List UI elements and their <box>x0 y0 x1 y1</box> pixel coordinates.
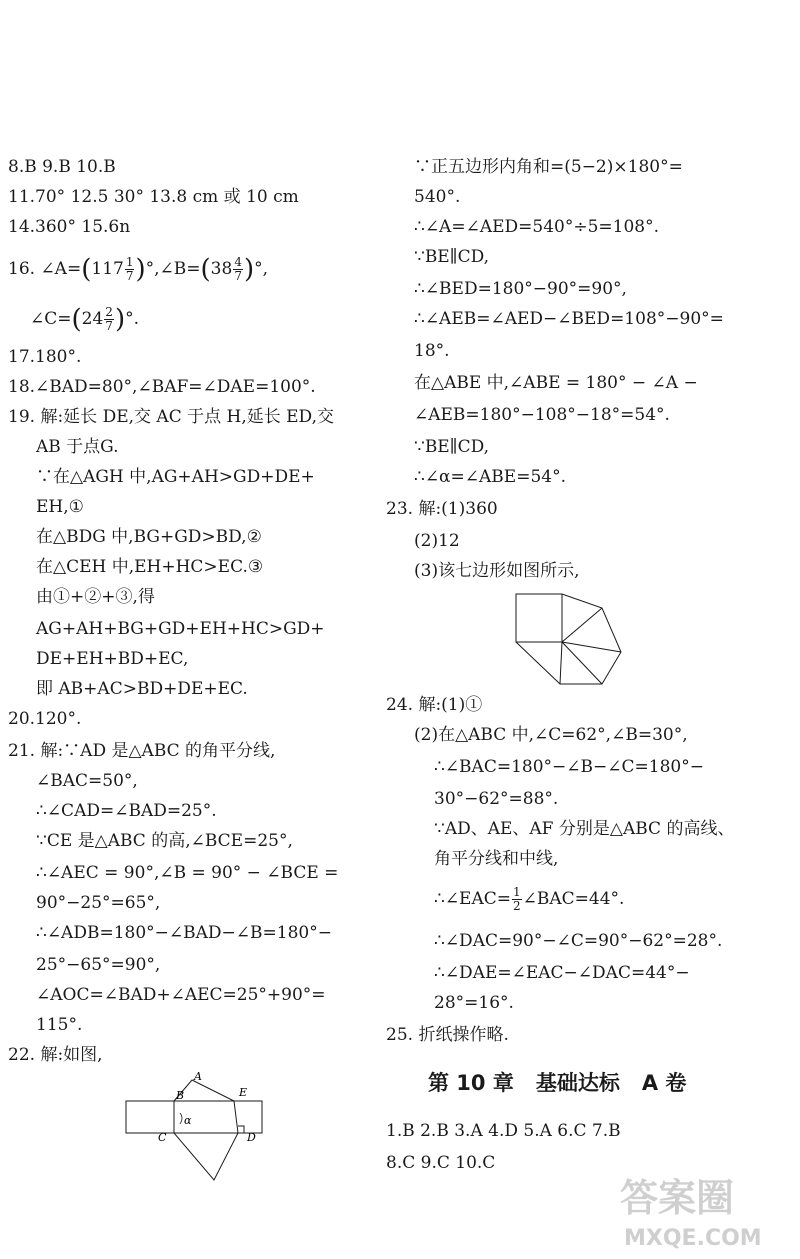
answer-line: ∴∠A=∠AED=540°÷5=108°. <box>414 217 659 237</box>
answer-line: EH,① <box>36 497 84 517</box>
answer-line: 30°−62°=88°. <box>434 789 559 809</box>
answer-line: 17.180°. <box>8 347 82 367</box>
answer-line: 90°−25°=65°, <box>36 893 161 913</box>
svg-text:MXQE.COM: MXQE.COM <box>624 1226 762 1251</box>
fraction: $\frac{1}{7}$ <box>125 255 134 283</box>
answer-line: 24. 解:(1)① <box>386 695 483 715</box>
answer-line: ∵AD、AE、AF 分别是△ABC 的高线、 <box>434 819 735 839</box>
answer-line: ∵CE 是△ABC 的高,∠BCE=25°, <box>36 831 293 851</box>
answer-line: ∵BE∥CD, <box>414 437 490 457</box>
svg-text:答案圈: 答案圈 <box>620 1176 735 1220</box>
answer-line: ∠AEB=180°−108°−18°=54°. <box>414 405 670 425</box>
label-E: E <box>239 1086 248 1099</box>
answer-line: 8.C 9.C 10.C <box>386 1153 496 1173</box>
answer-line: ∴∠BED=180°−90°=90°, <box>414 279 627 299</box>
fraction: $\frac{1}{2}$ <box>513 885 521 913</box>
answer-line: ∠BAC=50°, <box>36 771 138 791</box>
answer-line: 由①+②+③,得 <box>36 587 155 607</box>
answer-line: (2)12 <box>414 531 460 551</box>
answer-line: 21. 解:∵AD 是△ABC 的角平分线, <box>8 741 276 761</box>
answer-line: 23. 解:(1)360 <box>386 499 498 519</box>
chapter-number: 第 10 章 <box>428 1071 514 1095</box>
answer-line: 19. 解:延长 DE,交 AC 于点 H,延长 ED,交 <box>8 407 334 427</box>
answer-line: 角平分线和中线, <box>434 849 559 869</box>
answer-line: 即 AB+AC>BD+DE+EC. <box>36 679 248 699</box>
answer-line: 18.∠BAD=80°,∠BAF=∠DAE=100°. <box>8 377 316 397</box>
answer-line: ∴∠DAC=90°−∠C=90°−62°=28°. <box>434 931 723 951</box>
answer-line: ∴∠CAD=∠BAD=25°. <box>36 801 217 821</box>
answer-line: 18°. <box>414 341 450 361</box>
answer-line: 在△BDG 中,BG+GD>BD,② <box>36 527 262 547</box>
answer-line: 25°−65°=90°, <box>36 955 161 975</box>
fraction: $\frac{2}{7}$ <box>105 305 113 333</box>
chapter-title: 基础达标 <box>535 1071 620 1095</box>
answer-line: 14.360° 15.6n <box>8 217 131 237</box>
answer-line: ∴∠AEB=∠AED−∠BED=108°−90°= <box>414 309 724 329</box>
answer-line: 1.B 2.B 3.A 4.D 5.A 6.C 7.B <box>386 1121 621 1141</box>
fraction: $\frac{4}{7}$ <box>234 255 242 283</box>
answer-line: ∴∠α=∠ABE=54°. <box>414 467 566 487</box>
chapter-heading <box>428 1070 708 1096</box>
answer-line: 在△ABE 中,∠ABE = 180° − ∠A − <box>414 373 698 393</box>
label-C: C <box>158 1131 167 1144</box>
answer-line: ∵正五边形内角和=(5−2)×180°= <box>414 157 683 177</box>
answer-line: 8.B 9.B 10.B <box>8 157 116 177</box>
answer-line: ∵BE∥CD, <box>414 247 490 267</box>
answer-line: ∴∠ADB=180°−∠BAD−∠B=180°− <box>36 923 332 943</box>
answer-line: 540°. <box>414 187 461 207</box>
answer-line: (2)在△ABC 中,∠C=62°,∠B=30°, <box>414 725 688 745</box>
answer-line-16: 16. ∠A=(117 $\frac{1}{7}$ )°,∠B=(38 $\frac{4}{7}$ )°, <box>8 254 269 285</box>
answer-line: 22. 解:如图, <box>8 1045 103 1065</box>
label-B: B <box>176 1089 185 1102</box>
chapter-volume: A 卷 <box>641 1071 687 1095</box>
label-A: A <box>194 1070 202 1083</box>
answer-line-fraction: ∴∠EAC= $\frac{1}{2}$ ∠BAC=44°. <box>434 885 625 913</box>
answer-line: ∴∠AEC = 90°,∠B = 90° − ∠BCE = <box>36 863 339 883</box>
answer-line: AB 于点G. <box>36 437 119 457</box>
answer-line: 28°=16°. <box>434 993 514 1013</box>
answer-line: 11.70° 12.5 30° 13.8 cm 或 10 cm <box>8 187 299 207</box>
answer-line: 115°. <box>36 1015 83 1035</box>
answer-line: DE+EH+BD+EC, <box>36 649 189 669</box>
answer-line-16b: ∠C=(24 $\frac{2}{7}$ )°. <box>30 304 139 335</box>
answer-line: ∴∠DAE=∠EAC−∠DAC=44°− <box>434 963 690 983</box>
label-D: D <box>247 1131 256 1144</box>
answer-line: 25. 折纸操作略. <box>386 1025 509 1045</box>
answer-line: ∴∠BAC=180°−∠B−∠C=180°− <box>434 757 704 777</box>
answer-line: AG+AH+BG+GD+EH+HC>GD+ <box>36 619 325 639</box>
figure-23-heptagon <box>508 590 628 690</box>
figure-22-pentagon-strip <box>120 1068 270 1183</box>
answer-line: 20.120°. <box>8 709 82 729</box>
answer-line: ∠AOC=∠BAD+∠AEC=25°+90°= <box>36 985 326 1005</box>
watermark-logo <box>610 1165 790 1253</box>
answer-line: ∵在△AGH 中,AG+AH>GD+DE+ <box>36 467 315 487</box>
answer-line: 在△CEH 中,EH+HC>EC.③ <box>36 557 264 577</box>
label-alpha: α <box>184 1114 192 1127</box>
answer-line: (3)该七边形如图所示, <box>414 561 580 581</box>
